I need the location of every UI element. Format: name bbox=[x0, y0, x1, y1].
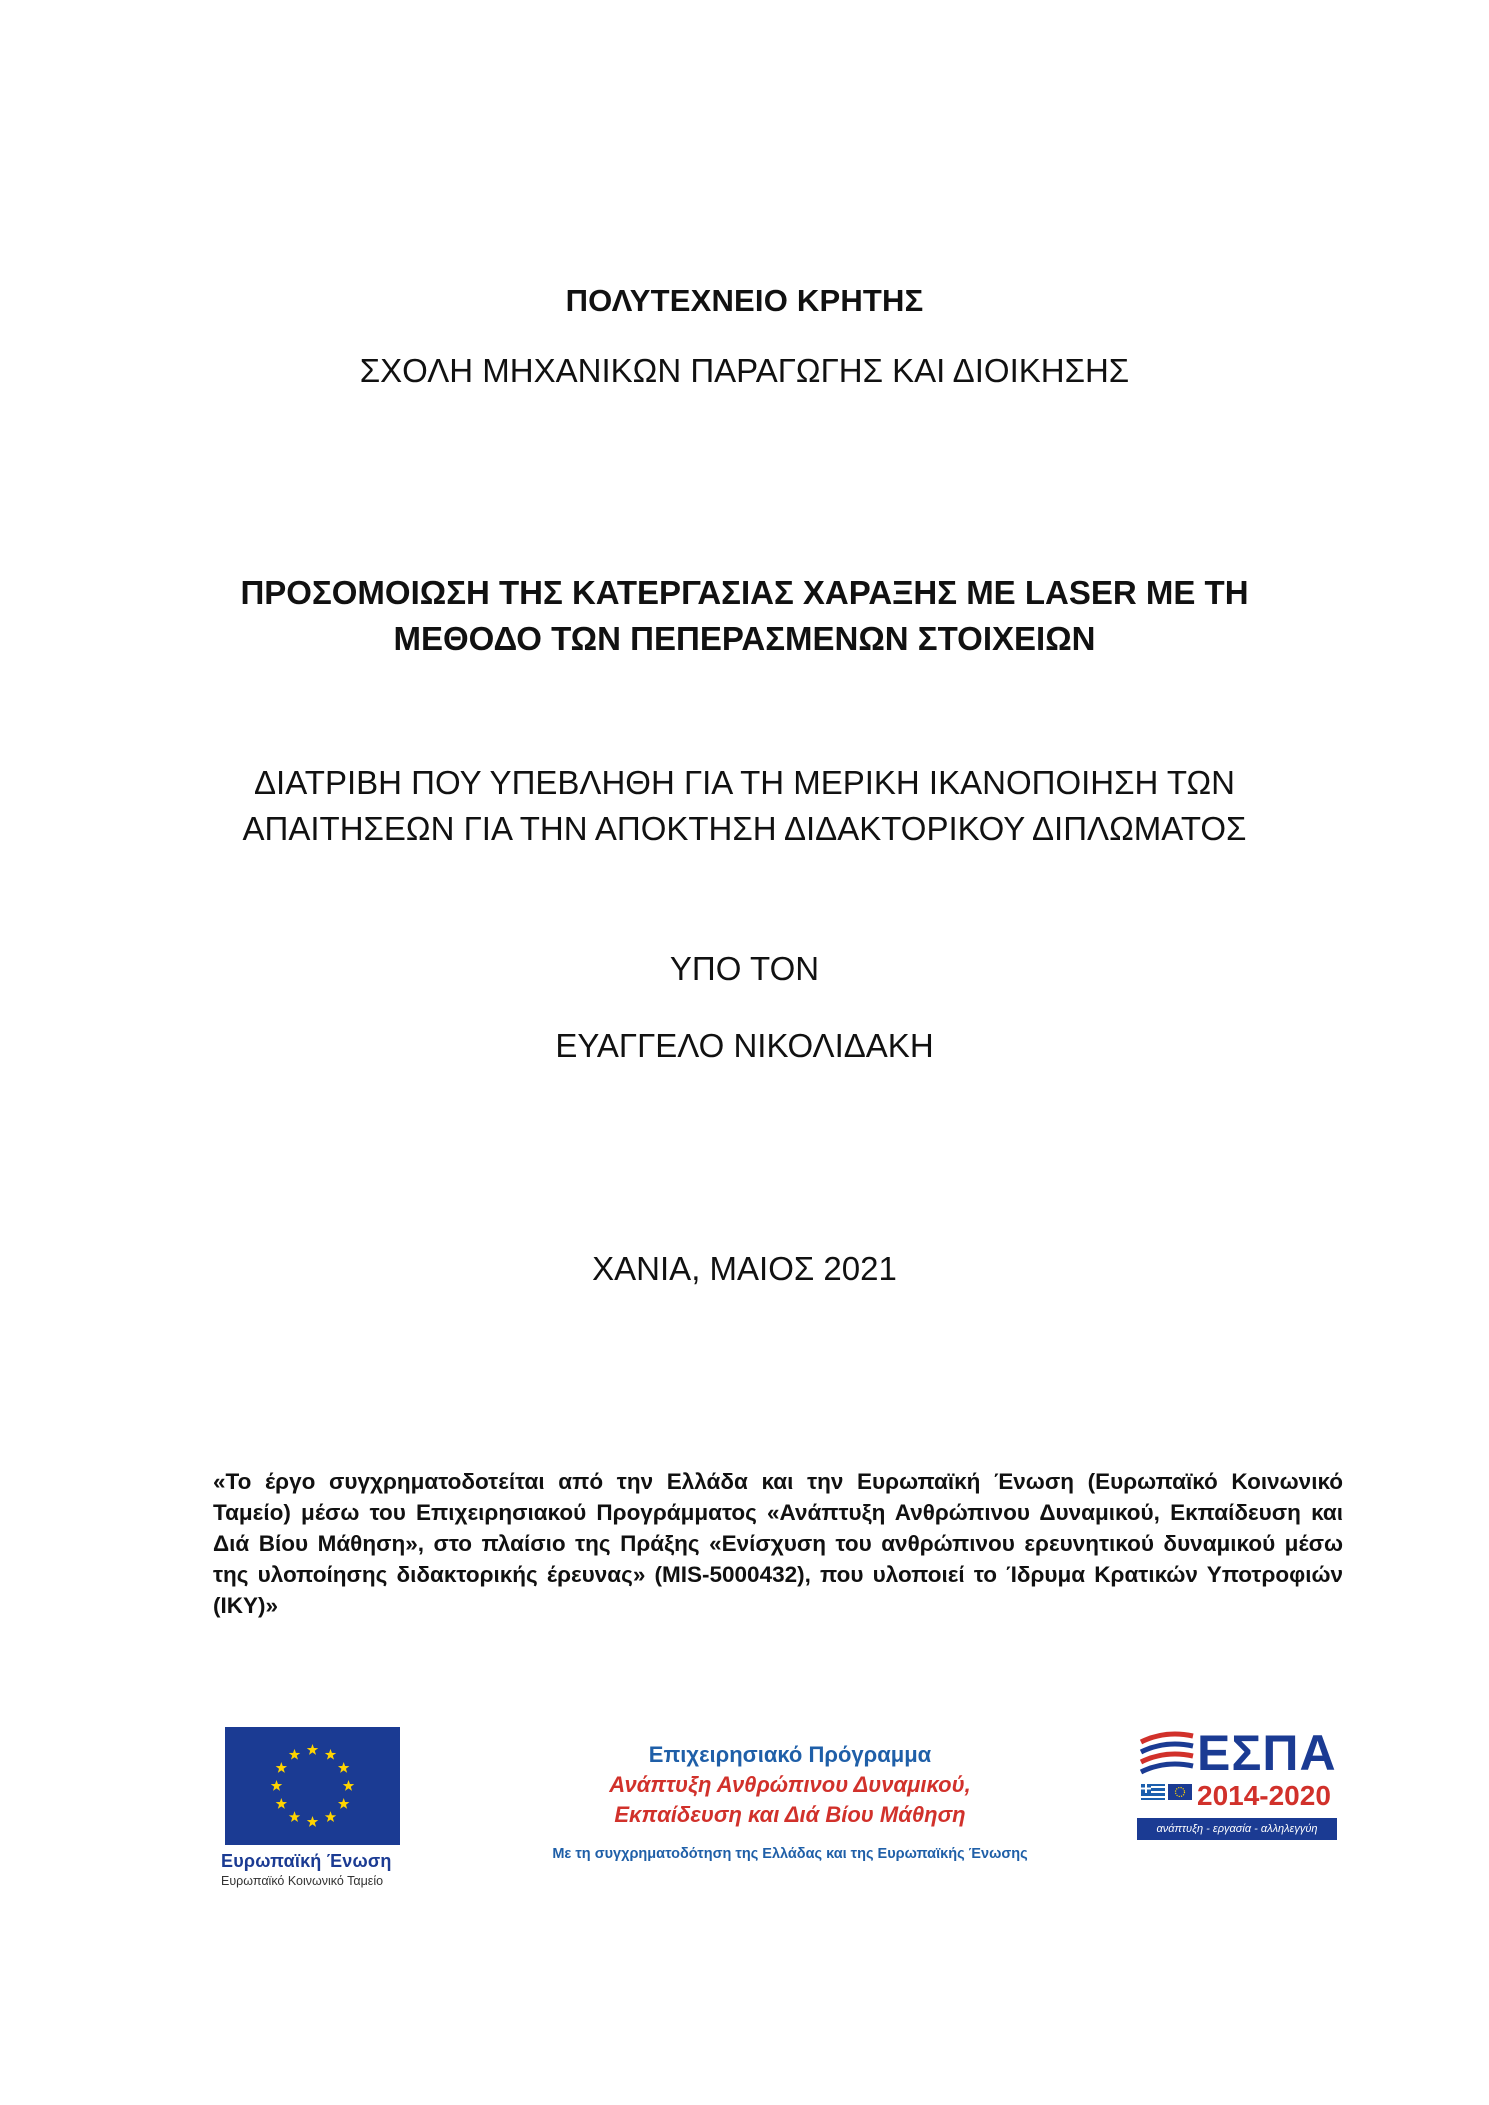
eu-star bbox=[271, 1780, 282, 1791]
espa-tagline: ανάπτυξη - εργασία - αλληλεγγύη bbox=[1137, 1818, 1337, 1840]
eu-star bbox=[289, 1749, 300, 1760]
university-name: ΠΟΛΥΤΕΧΝΕΙΟ ΚΡΗΤΗΣ bbox=[565, 283, 924, 318]
school-name: ΣΧΟΛΗ ΜΗΧΑΝΙΚΩΝ ΠΑΡΑΓΩΓΗΣ ΚΑΙ ΔΙΟΙΚΗΣΗΣ bbox=[359, 352, 1130, 389]
operational-programme-logo bbox=[500, 1740, 1080, 1862]
op-line-3: Εκπαίδευση και Διά Βίου Μάθηση bbox=[614, 1802, 966, 1827]
espa-stripes-icon bbox=[1137, 1730, 1197, 1780]
thesis-title bbox=[0, 570, 1489, 662]
op-line-1: Επιχειρησιακό Πρόγραμμα bbox=[648, 1742, 932, 1767]
eu-flag-icon bbox=[225, 1727, 400, 1845]
eu-star bbox=[307, 1744, 318, 1755]
eu-star bbox=[338, 1762, 349, 1773]
eu-caption: Ευρωπαϊκή Ένωση bbox=[221, 1851, 392, 1871]
op-cofunding-line: Με τη συγχρηματοδότηση της Ελλάδας και της Ευρωπαϊκής Ένωσης bbox=[552, 1846, 1028, 1862]
eu-star bbox=[325, 1749, 336, 1760]
espa-years: 2014-2020 bbox=[1197, 1780, 1331, 1811]
eu-star bbox=[276, 1762, 287, 1773]
eu-star bbox=[276, 1798, 287, 1809]
thesis-description-line-1: ΔΙΑΤΡΙΒΗ ΠΟΥ ΥΠΕΒΛΗΘΗ ΓΙΑ ΤΗ ΜΕΡΙΚΗ ΙΚΑΝΟΠΟΙΗΣΗ ΤΩΝ bbox=[254, 764, 1235, 801]
by-label: ΥΠΟ ΤΟΝ bbox=[669, 950, 820, 987]
eu-star bbox=[338, 1798, 349, 1809]
place-date: ΧΑΝΙΑ, ΜΑΙΟΣ 2021 bbox=[592, 1250, 897, 1287]
thesis-description bbox=[0, 760, 1489, 852]
eu-logo bbox=[221, 1727, 405, 1888]
eu-star bbox=[289, 1811, 300, 1822]
eu-star bbox=[307, 1816, 318, 1827]
eu-star bbox=[325, 1811, 336, 1822]
espa-wordmark: ΕΣΠΑ bbox=[1197, 1725, 1337, 1781]
eu-subcaption: Ευρωπαϊκό Κοινωνικό Ταμείο bbox=[221, 1874, 384, 1888]
author-name: ΕΥΑΓΓΕΛΟ ΝΙΚΟΛΙΔΑΚΗ bbox=[555, 1027, 934, 1064]
greece-eu-flags-icon bbox=[1141, 1784, 1193, 1814]
funding-statement: «Το έργο συγχρηματοδοτείται από την Ελλάδα και την Ευρωπαϊκή Ένωση (Ευρωπαϊκό Κοινωνικό Ταμείο) μέσω του Επιχειρησιακού Προγράμματος «Ανάπτυξη Ανθρώπινου Δυναμικού, Εκπαίδευση και Διά Βίου Μάθηση», στο πλαίσιο της Πράξης «Ενίσχυση του ανθρώπινου ερευνητικού δυναμικού μέσω της υλοποίησης διδακτορικής έρευνας» (MIS-5000432), που υλοποιεί το Ίδρυμα Κρατικών Υποτροφιών (ΙΚΥ)» bbox=[213, 1469, 1343, 1618]
thesis-description-line-2: ΑΠΑΙΤΗΣΕΩΝ ΓΙΑ ΤΗΝ ΑΠΟΚΤΗΣΗ ΔΙΔΑΚΤΟΡΙΚΟΥ ΔΙΠΛΩΜΑΤΟΣ bbox=[242, 810, 1247, 847]
thesis-title-line-1: ΠΡΟΣΟΜΟΙΩΣΗ ΤΗΣ ΚΑΤΕΡΓΑΣΙΑΣ ΧΑΡΑΞΗΣ ΜΕ LASER ΜΕ ΤΗ bbox=[240, 574, 1249, 611]
eu-star bbox=[343, 1780, 354, 1791]
thesis-title-line-2: ΜΕΘΟΔΟ ΤΩΝ ΠΕΠΕΡΑΣΜΕΝΩΝ ΣΤΟΙΧΕΙΩΝ bbox=[393, 620, 1096, 657]
op-line-2: Ανάπτυξη Ανθρώπινου Δυναμικού, bbox=[609, 1772, 971, 1797]
